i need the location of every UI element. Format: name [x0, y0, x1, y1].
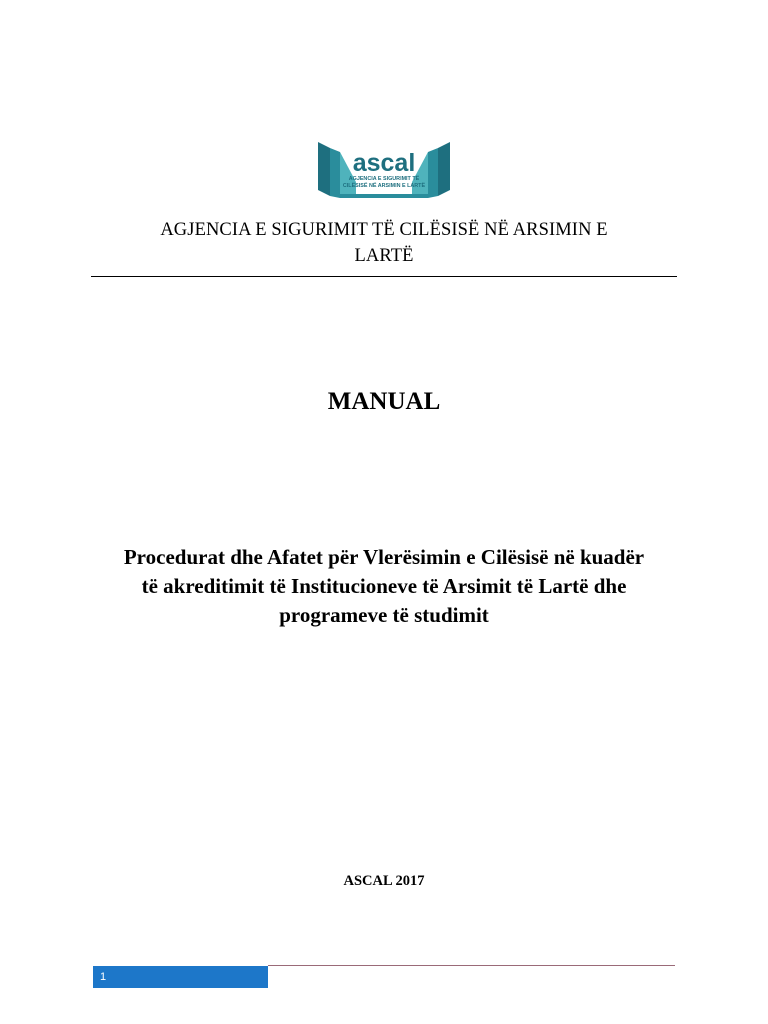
logo-tagline-line1: AGJENCIA E SIGURIMIT TË	[348, 176, 420, 182]
ascal-logo	[316, 138, 452, 200]
header-divider	[91, 276, 677, 277]
logo-tagline-line2: CILËSISË NË ARSIMIN E LARTË	[342, 183, 426, 189]
agency-name-line2: LARTË	[354, 246, 414, 266]
agency-name-line1: AGJENCIA E SIGURIMIT TË CILËSISË NË ARSIMIN E	[160, 220, 608, 240]
footer-divider	[268, 965, 675, 966]
document-subtitle	[60, 543, 708, 630]
publication-year: ASCAL 2017	[343, 873, 425, 889]
page-number: 1	[100, 971, 107, 983]
open-book-logo-icon	[316, 138, 452, 200]
subtitle-line3: programeve të studimit	[279, 603, 489, 627]
document-title: MANUAL	[327, 388, 441, 415]
subtitle-line2: të akreditimit të Institucioneve të Arsimit të Lartë dhe	[141, 574, 627, 598]
agency-name	[96, 217, 672, 269]
subtitle-line1: Procedurat dhe Afatet për Vlerësimin e Cilësisë në kuadër	[123, 545, 645, 569]
logo-brand-text: ascal	[352, 149, 416, 177]
page-number-box	[93, 966, 268, 988]
